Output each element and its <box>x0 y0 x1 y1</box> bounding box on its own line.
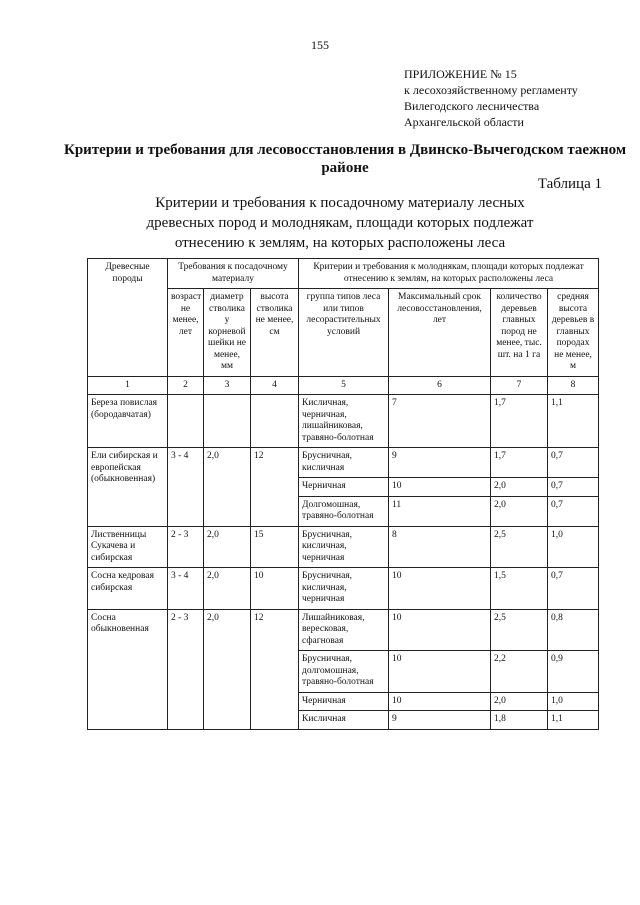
max-period-cell: 9 <box>389 448 491 478</box>
max-period-cell: 7 <box>389 395 491 448</box>
criteria-table <box>87 258 599 730</box>
diameter-cell: 2,0 <box>204 526 251 568</box>
table-row <box>88 395 599 448</box>
header-diameter: диаметр стволика у корневой шейки не менее, мм <box>204 289 251 377</box>
avg-height-cell: 1,0 <box>548 526 599 568</box>
header-avg-height: средняя высота деревьев в главных породах не менее, м <box>548 289 599 377</box>
column-number: 6 <box>389 376 491 395</box>
avg-height-cell: 1,1 <box>548 395 599 448</box>
age-cell: 3 - 4 <box>168 448 204 527</box>
diameter-cell: 2,0 <box>204 568 251 610</box>
max-period-cell: 8 <box>389 526 491 568</box>
tree-count-cell: 1,5 <box>491 568 548 610</box>
appendix-line: Архангельской области <box>404 115 524 129</box>
forest-type-cell: Брусничная, кисличная <box>299 448 389 478</box>
tree-count-cell: 2,5 <box>491 609 548 651</box>
diameter-cell: 2,0 <box>204 448 251 527</box>
forest-type-cell: Черничная <box>299 692 389 711</box>
header-max-period: Максимальный срок лесовосстановления, лет <box>389 289 491 377</box>
avg-height-cell: 0,7 <box>548 568 599 610</box>
species-cell: Сосна обыкновенная <box>88 609 168 729</box>
tree-count-cell: 2,5 <box>491 526 548 568</box>
forest-type-cell: Брусничная, кисличная, черничная <box>299 526 389 568</box>
column-number: 3 <box>204 376 251 395</box>
tree-count-cell: 2,0 <box>491 692 548 711</box>
forest-type-cell: Долгомошная, травяно-болотная <box>299 496 389 526</box>
forest-type-cell: Кисличная, черничная, лишайниковая, травяно-болотная <box>299 395 389 448</box>
table-row <box>88 609 599 651</box>
tree-count-cell: 2,0 <box>491 496 548 526</box>
tree-count-cell: 2,2 <box>491 651 548 693</box>
header-tree-count: количество деревьев главных пород не менее, тыс. шт. на 1 га <box>491 289 548 377</box>
table-subtitle: Критерии и требования к посадочному материалу лесных древесных пород и молоднякам, площади которых подлежат отнесению к землям, на которых расположены леса <box>146 195 534 251</box>
forest-type-cell: Черничная <box>299 478 389 497</box>
column-number: 7 <box>491 376 548 395</box>
document-title: Критерии и требования для лесовосстановления в Двинско-Вычегодском таежном районе <box>63 142 627 176</box>
species-cell: Лиственницы Сукачева и сибирская <box>88 526 168 568</box>
tree-count-cell: 1,7 <box>491 395 548 448</box>
header-species: Древесные породы <box>88 259 168 377</box>
max-period-cell: 11 <box>389 496 491 526</box>
header-age: возраст не менее, лет <box>168 289 204 377</box>
forest-type-cell: Брусничная, долгомошная, травяно-болотная <box>299 651 389 693</box>
header-planting-group: Требования к посадочному материалу <box>168 259 299 289</box>
forest-type-cell: Брусничная, кисличная, черничная <box>299 568 389 610</box>
max-period-cell: 9 <box>389 711 491 730</box>
avg-height-cell: 1,0 <box>548 692 599 711</box>
header-young-group: Критерии и требования к молоднякам, площади которых подлежат отнесению к землям, на которых расположены леса <box>299 259 599 289</box>
forest-type-cell: Лишайниковая, вересковая, сфагновая <box>299 609 389 651</box>
column-number: 5 <box>299 376 389 395</box>
age-cell: 3 - 4 <box>168 568 204 610</box>
max-period-cell: 10 <box>389 568 491 610</box>
column-number: 8 <box>548 376 599 395</box>
tree-count-cell: 2,0 <box>491 478 548 497</box>
max-period-cell: 10 <box>389 692 491 711</box>
tree-count-cell: 1,7 <box>491 448 548 478</box>
avg-height-cell: 0,7 <box>548 496 599 526</box>
appendix-line: к лесохозяйственному регламенту <box>404 83 578 97</box>
species-cell: Ели сибирская и европейская (обыкновенная) <box>88 448 168 527</box>
species-cell: Береза повислая (бородавчатая) <box>88 395 168 448</box>
tree-count-cell: 1,8 <box>491 711 548 730</box>
column-number: 4 <box>251 376 299 395</box>
species-cell: Сосна кедровая сибирская <box>88 568 168 610</box>
header-row-top <box>88 259 599 289</box>
max-period-cell: 10 <box>389 609 491 651</box>
forest-type-cell: Кисличная <box>299 711 389 730</box>
column-number: 1 <box>88 376 168 395</box>
avg-height-cell: 0,7 <box>548 448 599 478</box>
avg-height-cell: 0,9 <box>548 651 599 693</box>
height-cell <box>251 395 299 448</box>
height-cell: 12 <box>251 448 299 527</box>
appendix-line: ПРИЛОЖЕНИЕ № 15 <box>404 67 517 81</box>
age-cell: 2 - 3 <box>168 526 204 568</box>
height-cell: 15 <box>251 526 299 568</box>
age-cell <box>168 395 204 448</box>
column-number-row <box>88 376 599 395</box>
max-period-cell: 10 <box>389 651 491 693</box>
height-cell: 10 <box>251 568 299 610</box>
avg-height-cell: 1,1 <box>548 711 599 730</box>
appendix-block <box>404 66 578 130</box>
appendix-line: Вилегодского лесничества <box>404 99 540 113</box>
table-label: Таблица 1 <box>537 176 602 192</box>
page-number: 155 <box>311 38 329 52</box>
avg-height-cell: 0,7 <box>548 478 599 497</box>
age-cell: 2 - 3 <box>168 609 204 729</box>
table-row <box>88 526 599 568</box>
avg-height-cell: 0,8 <box>548 609 599 651</box>
table-row <box>88 448 599 478</box>
column-number: 2 <box>168 376 204 395</box>
height-cell: 12 <box>251 609 299 729</box>
header-height: высота стволика не менее, см <box>251 289 299 377</box>
max-period-cell: 10 <box>389 478 491 497</box>
diameter-cell: 2,0 <box>204 609 251 729</box>
table-row <box>88 568 599 610</box>
diameter-cell <box>204 395 251 448</box>
header-forest-type: группа типов леса или типов лесорастительных условий <box>299 289 389 377</box>
